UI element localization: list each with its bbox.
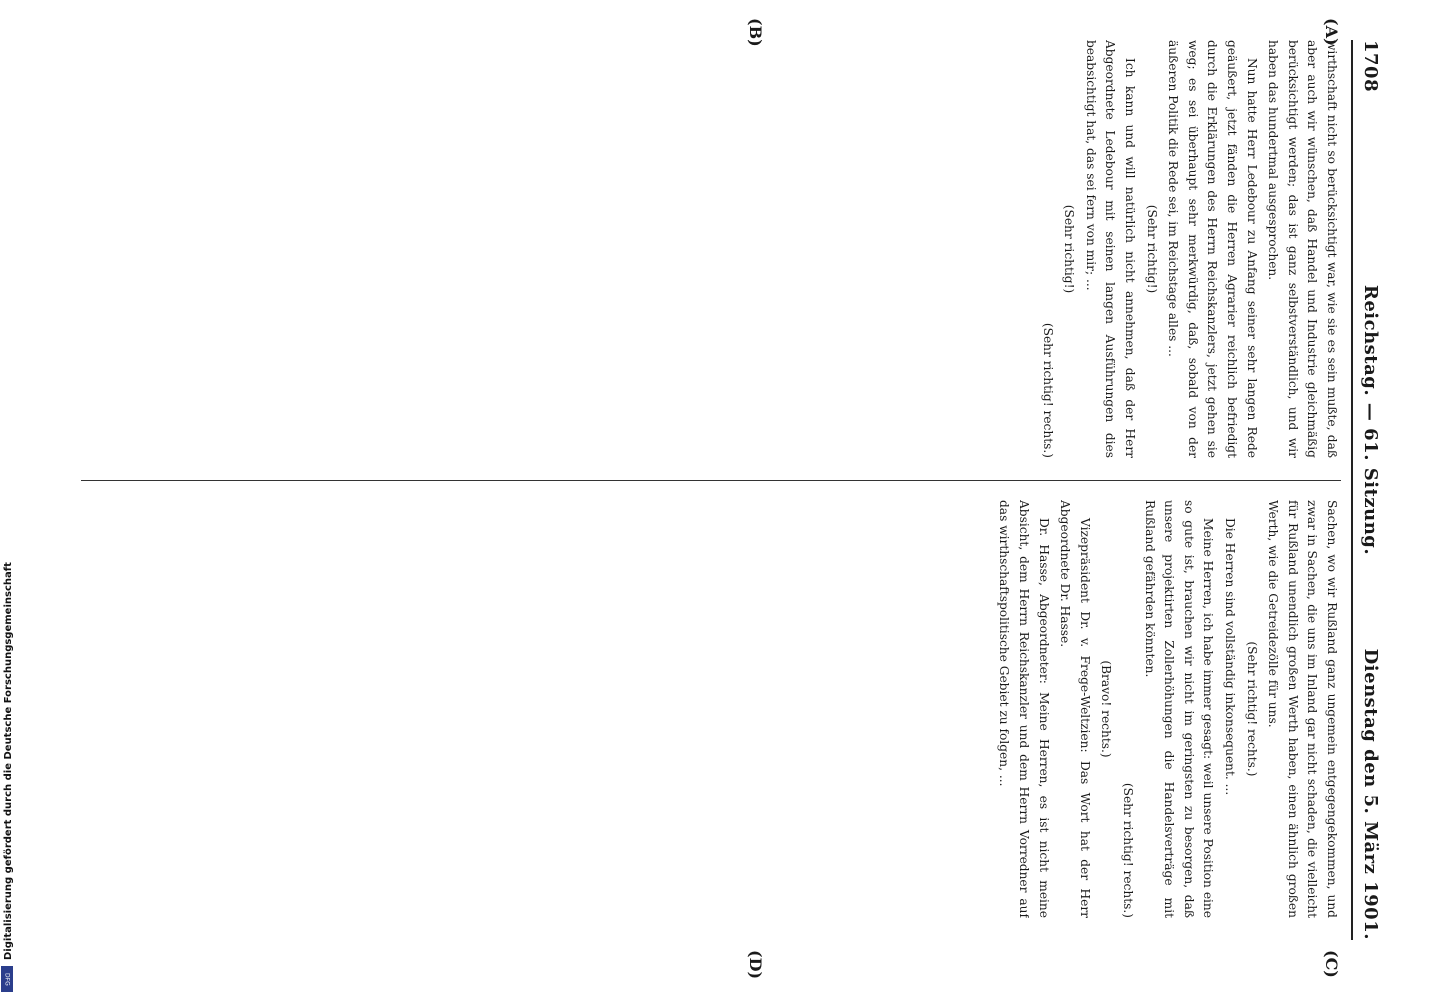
margin-marker-a: (A) — [1322, 18, 1341, 46]
margin-marker-d: (D) — [746, 950, 765, 980]
digitization-credit — [2, 0, 16, 1000]
page-header — [1351, 40, 1385, 940]
left-column — [81, 40, 1341, 458]
paragraph: wirthschaft nicht so berücksichtigt war, wie sie es sein mußte, daß aber auch wir wünschen, daß Handel und Industrie gleichmäßig berücksichtigt werden; das ist ganz selbstverständlich, und wir haben das hundertmal ausgesprochen. — [1266, 40, 1339, 458]
interjection: (Sehr richtig! rechts.) — [1244, 641, 1259, 777]
column-divider — [81, 480, 1341, 481]
margin-marker-c: (C) — [1322, 950, 1341, 978]
margin-marker-b: (B) — [746, 18, 765, 47]
credit-text: Digitalisierung gefördert durch die Deutsche Forschungsgemeinschaft — [3, 562, 14, 960]
interjection: (Bravo! rechts.) — [1099, 660, 1114, 758]
page-title: Reichstag. — 61. Sitzung. — [1360, 284, 1381, 556]
header-rule — [1351, 40, 1353, 940]
paragraph: Dr. Hasse, Abgeordneter: Meine Herren, es ist nicht meine Absicht, dem Herrn Reichskanzler und dem Herrn Vorredner auf das wirthschaftspolitische Gebiet zu folgen, ... — [997, 500, 1051, 918]
paragraph: Ich kann und will natürlich nicht annehmen, daß der Herr Abgeordnete Ledebour mit seinen langen Ausführungen dies beabsichtigt hat, das sei fern von mir; ... — [1083, 40, 1138, 458]
interjection: (Sehr richtig!) — [1144, 204, 1159, 294]
interjection: (Sehr richtig!) — [1062, 204, 1077, 294]
paragraph: Nun hatte Herr Ledebour zu Anfang seiner sehr langen Rede geäußert, jetzt fänden die Herren Agrarier reichlich befriedigt durch die Erklärungen des Herrn Reichskanzlers, jetzt gehen sie weg; es sei überhaupt sehr merkwürdig, daß, sobald von der äußeren Politik die Rede sei, im Reichstage alles ... — [1166, 40, 1259, 458]
paragraph: Die Herren sind vollständig inkonsequent. ... — [1223, 518, 1238, 796]
newspaper-page — [55, 18, 1385, 980]
right-column — [81, 500, 1341, 918]
paragraph: Vizepräsident Dr. v. Frege-Weltzien: Das Wort hat der Herr Abgeordnete Dr. Hasse. — [1058, 500, 1092, 918]
paragraph: Sachen, wo wir Rußland ganz ungemein entgegengekommen, und zwar in Sachen, die uns im Inland gar nicht schaden, die vielleicht für Rußland unendlich großen Werth haben, einen ähnlich großen Werth, wie die Getreidezölle für uns. — [1266, 500, 1339, 918]
logo-text: DFG — [3, 972, 11, 986]
interjection: (Sehr richtig! rechts.) — [1121, 782, 1136, 918]
interjection: (Sehr richtig! rechts.) — [1040, 322, 1055, 458]
paragraph: Meine Herren, ich habe immer gesagt: weil unsere Position eine so gute ist, brauchen wir nicht im geringsten zu besorgen, daß unsere projektirten Zollerhöhungen die Handelsverträge mit Rußland gefährden könnten. — [1142, 500, 1216, 918]
page-number: 1708 — [1360, 40, 1381, 93]
dfg-logo-icon — [1, 966, 13, 992]
page-date: Dienstag den 5. März 1901. — [1360, 648, 1381, 940]
